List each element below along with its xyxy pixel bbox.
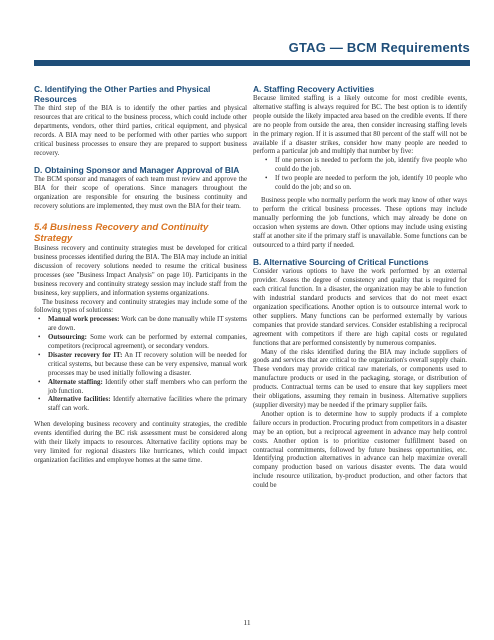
bullet-icon: • <box>38 396 41 404</box>
bullet-icon: • <box>38 378 41 386</box>
section-5-4-paragraph-2: The business recovery and continuity strategies may include some of the following types of solutions: <box>34 298 247 315</box>
page-number: 11 <box>243 618 251 627</box>
header-rule <box>34 60 470 66</box>
left-column <box>34 84 247 466</box>
bullet-icon: • <box>38 334 41 342</box>
right-column <box>253 84 467 491</box>
bullet-icon: • <box>265 157 268 165</box>
list-item: • If two people are needed to perform the job, identify 10 people who could do the job; and so on. <box>265 175 467 192</box>
list-item: • Outsourcing: Some work can be performed by external companies, competitors (reciprocal agreement), or secondary vendors. <box>38 334 247 351</box>
list-item: • Manual work processes: Work can be done manually while IT systems are down. <box>38 316 247 333</box>
list-item: • If one person is needed to perform the job, identify five people who could do the job. <box>265 157 467 174</box>
section-5-4-heading: 5.4 Business Recovery and Continuity Strategy <box>34 222 209 245</box>
section-b-paragraph-1: Consider various options to have the work performed by an external provider. Assess the degree of consistency and quality that is required for each critical function. In a disaster, the organization may be able to function with industrial standard products and services that do not meet exact organization specifications. Another option is to outsource internal work to other suppliers. Many functions can be performed externally by various companies that provide standard services. Consider establishing a reciprocal agreement with competitors if there are high capital costs or regulated functions that are performed consistently by numerous companies. <box>253 268 467 347</box>
section-d-heading: D. Obtaining Sponsor and Manager Approval of BIA <box>34 165 240 176</box>
section-c-body: The third step of the BIA is to identify the other parties and physical resources that are critical to the business process, which could include other departments, vendors, other third parties, critical equipment, and physical records. A BIA may need to be performed with other parties who support critical business processes to ensure they are prepared to support business recovery. <box>34 105 247 157</box>
bullet-icon: • <box>38 351 41 359</box>
list-item: • Disaster recovery for IT: An IT recovery solution will be needed for critical systems, but because these can be very expensive, manual work processes may be used initially following a disaster. <box>38 351 247 377</box>
bullet-icon: • <box>265 175 268 183</box>
list-item: • Alternate staffing: Identify other staff members who can perform the job function. <box>38 378 248 395</box>
solutions-list <box>34 316 247 414</box>
staffing-list <box>253 157 467 193</box>
section-b-heading: B. Alternative Sourcing of Critical Functions <box>253 257 429 268</box>
section-c-heading: C. Identifying the Other Parties and Physical Resources <box>34 84 211 104</box>
section-d-body: The BCM sponsor and managers of each team must review and approve the BIA for their scope of operations. Since managers throughout the organization are responsible for ensuring the business continuity and recovery solutions are implemented, they must own the BIA for their team. <box>34 176 247 211</box>
section-a-body: Because limited staffing is a likely outcome for most credible events, alternative staffing is always required for BC. The best option is to identify people outside the likely impacted area based on the credible events. If there are no people from outside the area, then consider increasing staffing levels in the primary region. If it is assumed that 80 percent of the staff will not be available if a disaster strikes, consider how many people are needed to perform a particular job and multiply that number by five: <box>253 95 467 156</box>
section-a-heading: A. Staffing Recovery Activities <box>253 84 375 94</box>
running-header-title: GTAG — BCM Requirements <box>288 40 470 55</box>
section-b-paragraph-3: Another option is to determine how to supply products if a complete failure occurs in production. Procuring product from competitors in a disaster may be an option, but a reciprocal agreement in advance may help control costs. Another option is to prioritize customer fulfillment based on contractual commitments, followed by future business opportunities, etc. Identifying production alternatives in advance can help maximize overall company production based on various disaster events. The data would include resource utilization, by-product production, and other factors that could be <box>253 410 467 490</box>
list-item: • Alternative facilities: Identify alternative facilities where the primary staff can work. <box>38 396 247 413</box>
section-5-4-paragraph-3: When developing business recovery and continuity strategies, the credible events identified during the BC risk assessment must be considered along with their likely impacts to resources. Alternative facility options may be very limited for regional disasters like hurricanes, which could impact organization facilities and employee homes at the same time. <box>34 421 247 464</box>
section-a-paragraph-2: Business people who normally perform the work may know of other ways to perform the critical business processes. These options may include manually performing the job functions, which may already be done on occasion when systems are down. Other options may include using existing staff at another site if the primary staff is unavailable. Some functions can be outsourced to a third party if needed. <box>253 196 467 249</box>
section-b-paragraph-2: Many of the risks identified during the BIA may include suppliers of goods and services that are critical to the organization's overall supply chain. These vendors may provide critical raw materials, or components used to manufacture products or used in the packaging, storage, or distribution of products. Contractual terms can be used to ensure that key suppliers meet their obligations, assuming they remain in business. Alternative suppliers (supplier diversity) may be needed if the primary supplier fails. <box>253 348 467 409</box>
bullet-icon: • <box>38 316 41 324</box>
section-5-4-paragraph-1: Business recovery and continuity strategies must be developed for critical business processes identified during the BIA. The BIA may include an initial discussion of recovery solutions needed to resume the critical business processes (see "Business Impact Analysis" on page 10). Participants in the business recovery and continuity strategy session may include staff from the business, key suppliers, and information systems organizations. <box>34 245 247 297</box>
